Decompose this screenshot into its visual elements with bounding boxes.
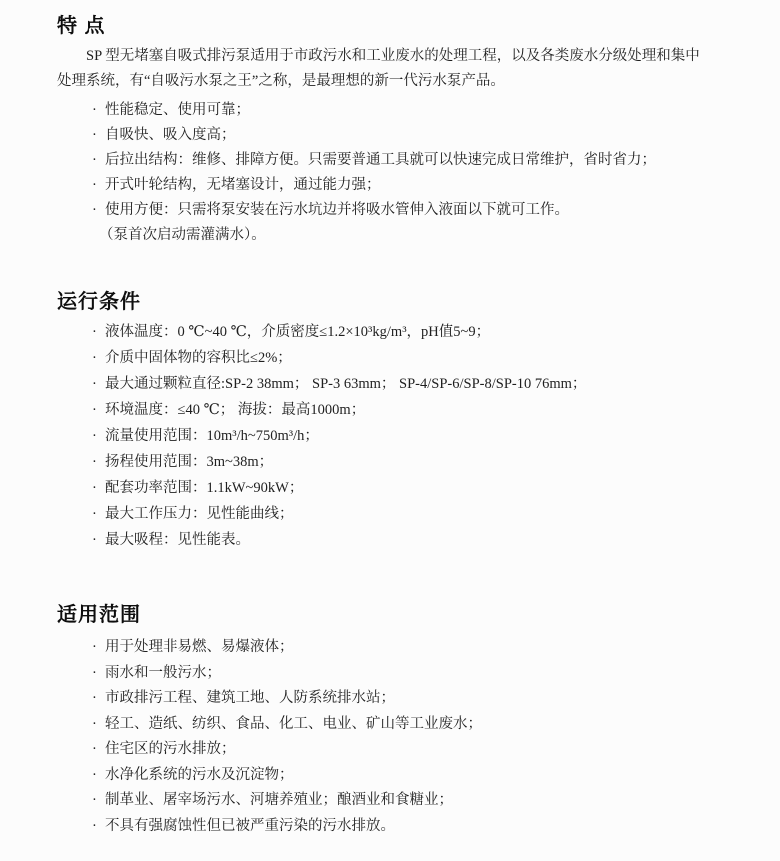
list-item — [92, 371, 712, 397]
list-item-note: （泵首次启动需灌满水）。 — [99, 227, 266, 243]
bullet-marker: · — [92, 817, 97, 834]
list-item-text: 住宅区的污水排放； — [105, 741, 236, 757]
list-item — [92, 712, 712, 738]
bullet-marker: · — [92, 532, 97, 548]
list-item-text: 液体温度：0 ℃~40 ℃，介质密度≤1.2×10³kg/m³，pH值5~9； — [105, 324, 491, 340]
bullet-marker: · — [92, 690, 97, 706]
bullet-marker: · — [92, 454, 97, 470]
list-item — [92, 501, 712, 527]
list-item — [92, 686, 712, 712]
list-item-text: 最大通过颗粒直径:SP-2 38mm； SP-3 63mm； SP-4/SP-6/SP-8/SP-10 76mm； — [105, 376, 587, 392]
list-item-text: 轻工、造纸、纺织、食品、化工、电业、矿山等工业废水； — [105, 715, 482, 732]
section-features — [57, 14, 712, 248]
bullet-marker: · — [92, 402, 97, 418]
list-item-text: 配套功率范围：1.1kW~90kW； — [105, 480, 304, 496]
list-item-text: 性能稳定、使用可靠； — [105, 102, 250, 118]
list-item-text: 用于处理非易燃、易爆液体； — [105, 639, 294, 655]
features-intro-paragraph: SP 型无堵塞自吸式排污泵适用于市政污水和工业废水的处理工程，以及各类废水分级处理和集中处理系统，有“自吸污水泵之王”之称，是最理想的新一代污水泵产品。 — [57, 48, 700, 89]
list-item-text: 水净化系统的污水及沉淀物； — [105, 766, 294, 783]
list-item — [92, 123, 712, 148]
list-item-text: 后拉出结构：维修、排障方便。只需要普通工具就可以快速完成日常维护，省时省力； — [105, 152, 656, 168]
bullet-marker: · — [92, 664, 97, 681]
list-item — [92, 319, 712, 345]
list-item — [92, 449, 712, 475]
features-list — [57, 98, 712, 248]
bullet-marker: · — [92, 350, 97, 366]
list-item — [92, 198, 712, 223]
operating-conditions-section-title: 运行条件 — [57, 291, 141, 313]
section-application-scope — [57, 603, 712, 839]
bullet-marker: · — [92, 506, 97, 522]
features-section-title: 特 点 — [57, 15, 106, 37]
bullet-marker: · — [92, 152, 97, 168]
bullet-marker: · — [92, 792, 97, 808]
list-item — [92, 788, 712, 814]
bullet-marker: · — [92, 766, 97, 783]
list-item — [92, 737, 712, 763]
list-item — [92, 635, 712, 661]
bullet-marker: · — [92, 324, 97, 340]
list-item-text: 制革业、屠宰场污水、河塘养殖业；酿酒业和食糖业； — [105, 792, 453, 808]
bullet-marker: · — [92, 715, 97, 732]
list-item-text: 扬程使用范围：3m~38m； — [105, 454, 274, 470]
list-item — [92, 763, 712, 789]
list-item — [92, 148, 712, 173]
list-item-text: 市政排污工程、建筑工地、人防系统排水站； — [105, 690, 395, 706]
operating-conditions-list — [57, 319, 712, 553]
bullet-marker: · — [92, 639, 97, 655]
list-item — [92, 661, 712, 687]
list-item — [92, 814, 712, 840]
list-item-text: 雨水和一般污水； — [105, 664, 221, 681]
section-operating-conditions — [57, 290, 712, 553]
list-item-text: 最大工作压力：见性能曲线； — [105, 506, 294, 522]
list-item-text: 环境温度：≤40 ℃； 海拔：最高1000m； — [105, 402, 366, 418]
bullet-marker: · — [92, 741, 97, 757]
list-item — [92, 527, 712, 553]
list-item-text: 最大吸程：见性能表。 — [105, 532, 250, 548]
bullet-marker: · — [92, 202, 97, 218]
list-item — [92, 397, 712, 423]
list-item-text: 不具有强腐蚀性但已被严重污染的污水排放。 — [105, 817, 395, 834]
application-scope-section-title: 适用范围 — [57, 604, 141, 626]
list-item-text: 自吸快、吸入度高； — [105, 127, 236, 143]
bullet-marker: · — [92, 480, 97, 496]
list-item-text: 使用方便：只需将泵安装在污水坑边并将吸水管伸入液面以下就可工作。 — [105, 202, 569, 218]
list-item-text: 开式叶轮结构，无堵塞设计，通过能力强； — [105, 177, 381, 193]
bullet-marker: · — [92, 428, 97, 444]
bullet-marker: · — [92, 102, 97, 118]
list-item — [92, 345, 712, 371]
bullet-marker: · — [92, 177, 97, 193]
list-item — [92, 475, 712, 501]
list-item — [92, 173, 712, 198]
bullet-marker: · — [92, 376, 97, 392]
list-item-text: 介质中固体物的容积比≤2%； — [105, 350, 292, 366]
bullet-marker: · — [92, 127, 97, 143]
list-item — [92, 423, 712, 449]
list-item-text: 流量使用范围：10m³/h~750m³/h； — [105, 428, 319, 444]
application-scope-list — [57, 635, 712, 839]
list-item — [92, 98, 712, 123]
